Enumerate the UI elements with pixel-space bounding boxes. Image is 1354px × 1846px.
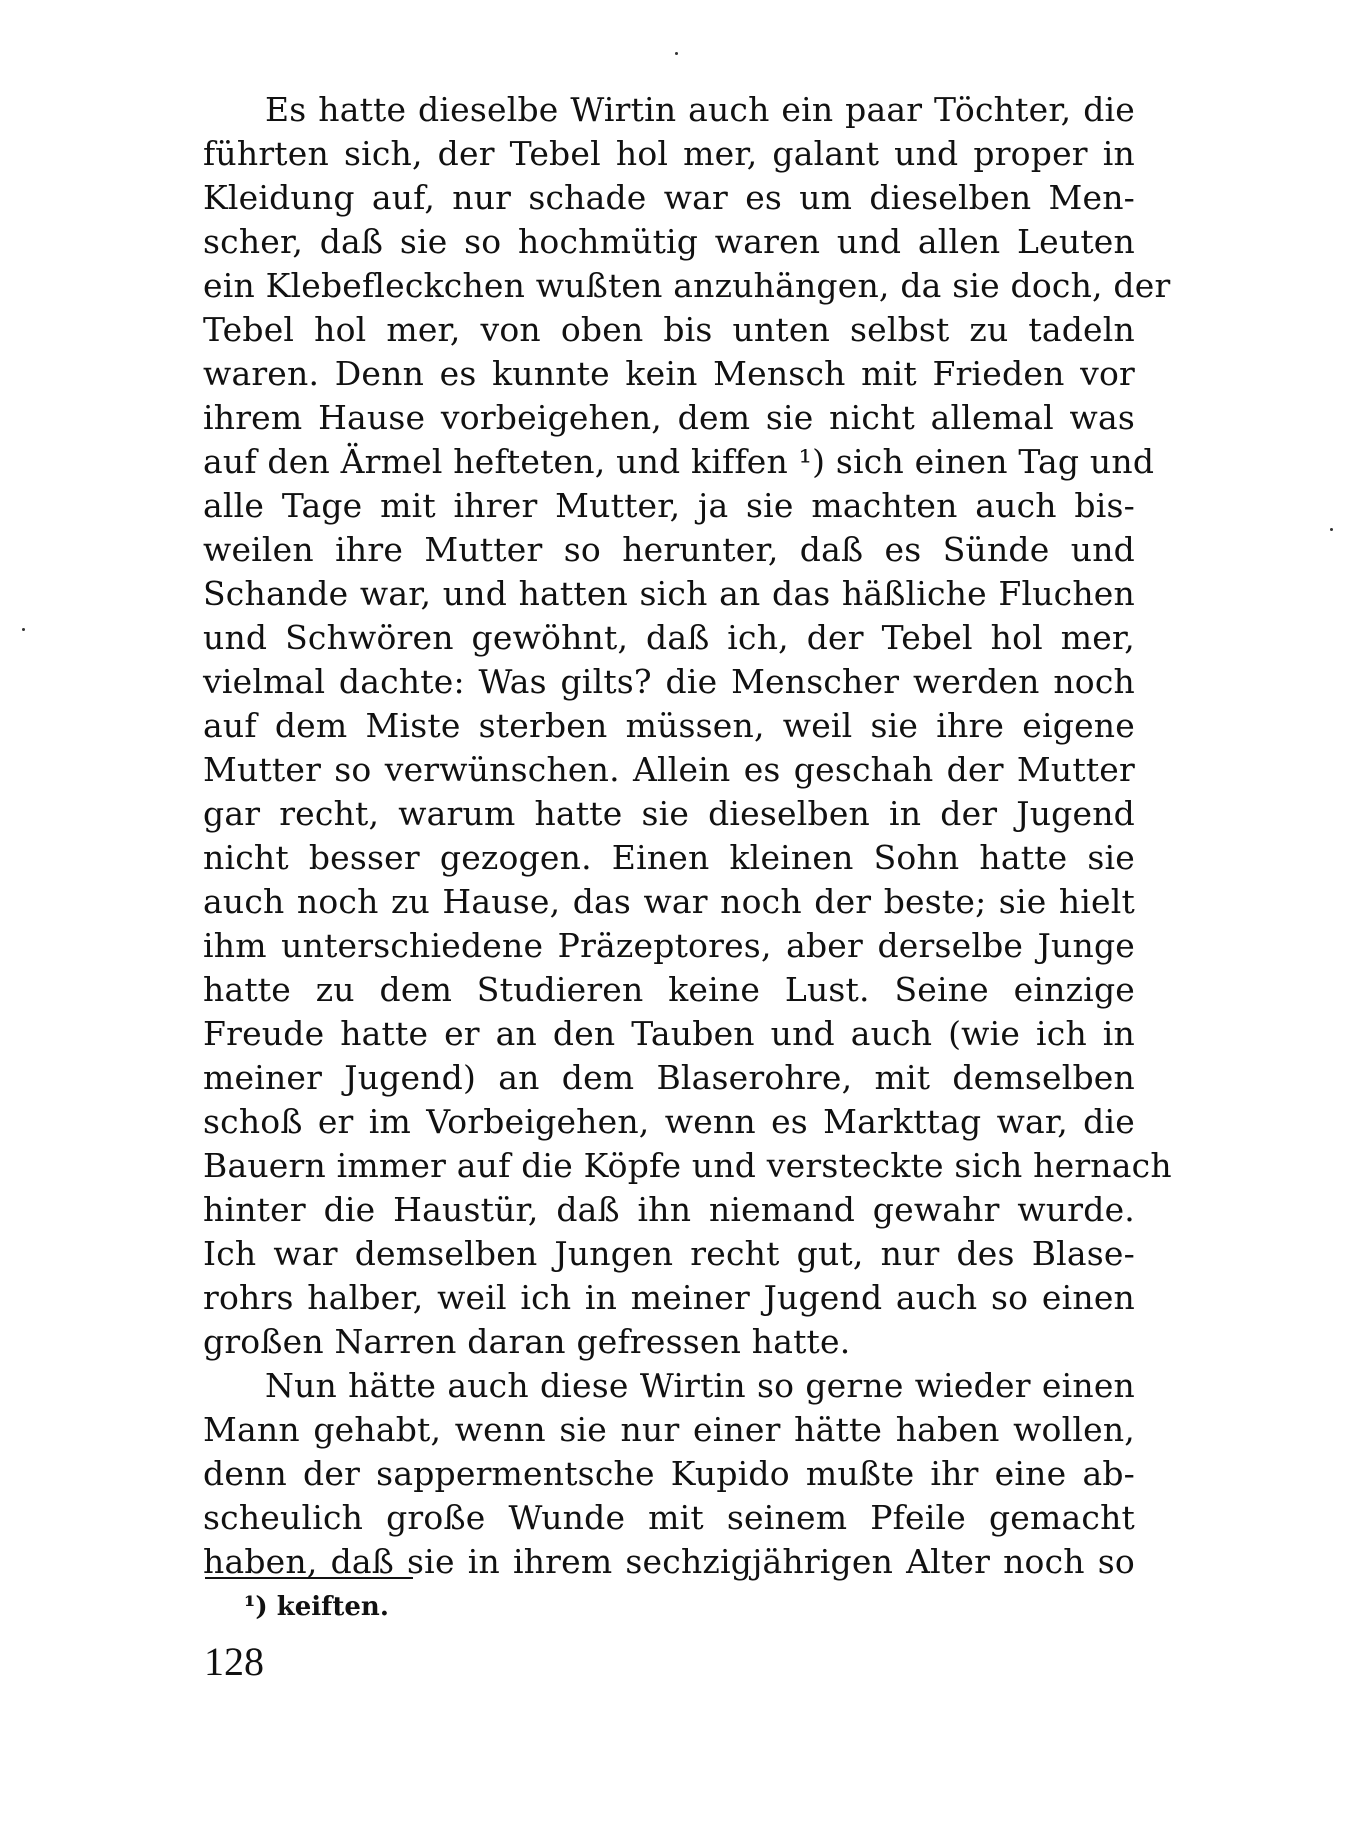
text-line: auch noch zu Hause, das war noch der beste; sie hielt — [203, 882, 1135, 921]
text-line: Mann gehabt, wenn sie nur einer hätte haben wollen, — [203, 1410, 1135, 1449]
text-line: und Schwören gewöhnt, daß ich, der Tebel hol mer, — [203, 618, 1135, 657]
text-line: Ich war demselben Jungen recht gut, nur des Blase- — [203, 1234, 1135, 1273]
text-line: Es hatte dieselbe Wirtin auch ein paar Töchter, die — [265, 90, 1135, 129]
text-line: auf den Ärmel hefteten, und kiffen ¹) sich einen Tag und — [203, 442, 1155, 481]
text-line: scheulich große Wunde mit seinem Pfeile gemacht — [203, 1498, 1135, 1537]
body-text — [203, 88, 1172, 1584]
text-line: hinter die Haustür, daß ihn niemand gewahr wurde. — [203, 1190, 1135, 1229]
text-line: Bauern immer auf die Köpfe und versteckte sich hernach — [203, 1146, 1172, 1185]
scan-speck — [22, 628, 25, 631]
text-line: ihrem Hause vorbeigehen, dem sie nicht allemal was — [203, 398, 1135, 437]
text-line: rohrs halber, weil ich in meiner Jugend auch so einen — [203, 1278, 1135, 1317]
text-line: Nun hätte auch diese Wirtin so gerne wieder einen — [265, 1366, 1135, 1405]
footnote-divider — [205, 1577, 413, 1579]
text-line: haben, daß sie in ihrem sechzigjährigen Alter noch so — [203, 1542, 1135, 1581]
text-line: weilen ihre Mutter so herunter, daß es Sünde und — [203, 530, 1135, 569]
text-line: Mutter so verwünschen. Allein es geschah der Mutter — [203, 750, 1135, 789]
text-line: Freude hatte er an den Tauben und auch (wie ich in — [203, 1014, 1135, 1053]
text-line: Kleidung auf, nur schade war es um dieselben Men- — [203, 178, 1135, 217]
text-line: führten sich, der Tebel hol mer, galant und proper in — [203, 134, 1135, 173]
text-line: ein Klebefleckchen wußten anzuhängen, da sie doch, der — [203, 266, 1171, 305]
text-line: auf dem Miste sterben müssen, weil sie ihre eigene — [203, 706, 1135, 745]
text-line: hatte zu dem Studieren keine Lust. Seine einzige — [203, 970, 1135, 1009]
text-line: alle Tage mit ihrer Mutter, ja sie machten auch bis- — [203, 486, 1135, 525]
text-line: Schande war, und hatten sich an das häßliche Fluchen — [203, 574, 1135, 613]
text-line: schoß er im Vorbeigehen, wenn es Markttag war, die — [203, 1102, 1135, 1141]
text-line: scher, daß sie so hochmütig waren und allen Leuten — [203, 222, 1135, 261]
text-line: ihm unterschiedene Präzeptores, aber derselbe Junge — [203, 926, 1135, 965]
text-line: großen Narren daran gefressen hatte. — [203, 1322, 851, 1361]
text-line: gar recht, warum hatte sie dieselben in der Jugend — [203, 794, 1135, 833]
text-line: Tebel hol mer, von oben bis unten selbst zu tadeln — [203, 310, 1135, 349]
footnote: ¹) keiften. — [244, 1592, 389, 1622]
scan-speck — [675, 52, 678, 55]
text-line: denn der sappermentsche Kupido mußte ihr eine ab- — [203, 1454, 1135, 1493]
scan-speck — [1330, 528, 1333, 531]
text-line: vielmal dachte: Was gilts? die Menscher werden noch — [203, 662, 1135, 701]
page-number: 128 — [204, 1639, 264, 1684]
text-line: waren. Denn es kunnte kein Mensch mit Frieden vor — [203, 354, 1135, 393]
text-line: nicht besser gezogen. Einen kleinen Sohn hatte sie — [203, 838, 1135, 877]
text-line: meiner Jugend) an dem Blaserohre, mit demselben — [203, 1058, 1135, 1097]
